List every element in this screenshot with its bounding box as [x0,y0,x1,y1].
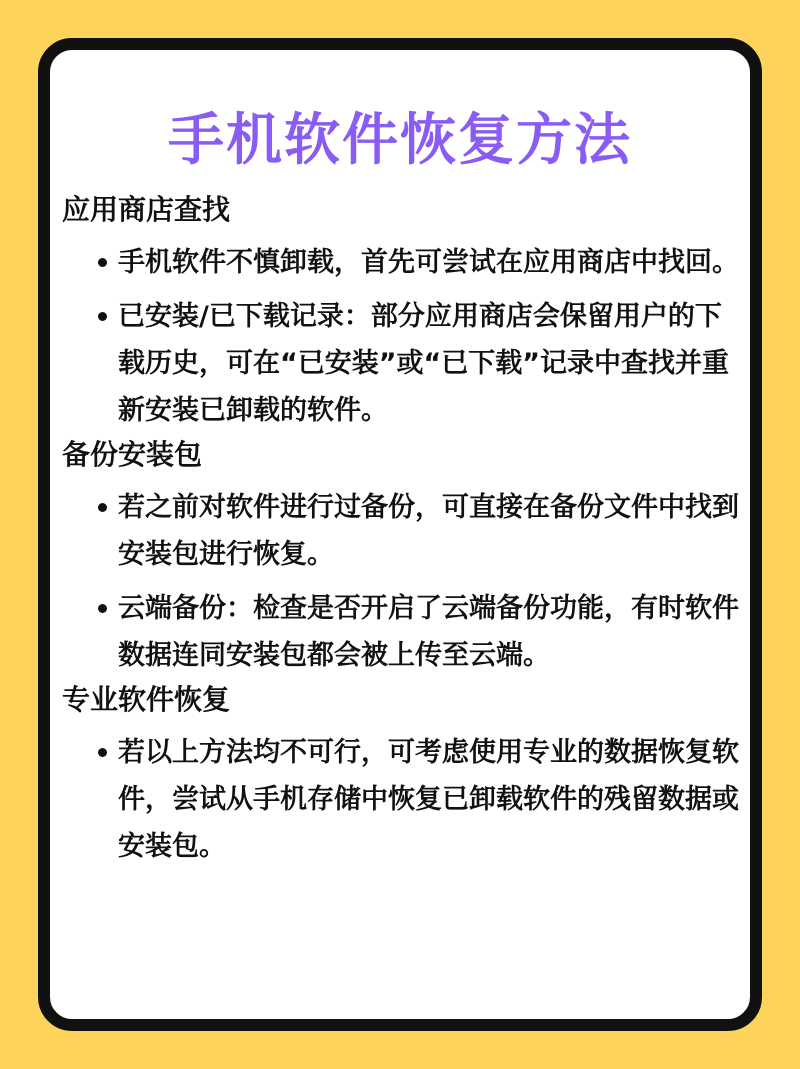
list-item-text: 云端备份：检查是否开启了云端备份功能，有时软件数据连同安装包都会被上传至云端。 [118,593,739,671]
content-card [38,38,762,1031]
list-item-text: 若之前对软件进行过备份，可直接在备份文件中找到安装包进行恢复。 [118,492,739,570]
list-item [62,293,742,434]
list-item [62,484,742,578]
section-list-pro-recovery [62,729,742,870]
list-item-text: 已安装/已下载记录：部分应用商店会保留用户的下载历史，可在“已安装”或“已下载”记录中查找并重新安装已卸载的软件。 [118,301,729,426]
list-item-text: 若以上方法均不可行，可考虑使用专业的数据恢复软件，尝试从手机存储中恢复已卸载软件的残留数据或安装包。 [118,737,739,862]
section-heading-app-store: 应用商店查找 [62,193,231,226]
section-list-backup [62,484,742,679]
section-heading-backup: 备份安装包 [62,438,203,471]
section-heading-pro-recovery: 专业软件恢复 [62,683,231,716]
bullet-icon [98,748,107,757]
bullet-icon [98,312,107,321]
section-list-app-store [62,239,742,434]
bullet-icon [98,604,107,613]
list-item [62,239,742,286]
page-title: 手机软件恢复方法 [168,108,632,173]
bullet-icon [98,503,107,512]
list-item [62,585,742,679]
list-item-text: 手机软件不慎卸载，首先可尝试在应用商店中找回。 [118,247,739,278]
content-body [62,184,742,870]
bullet-icon [98,258,107,267]
list-item [62,729,742,870]
